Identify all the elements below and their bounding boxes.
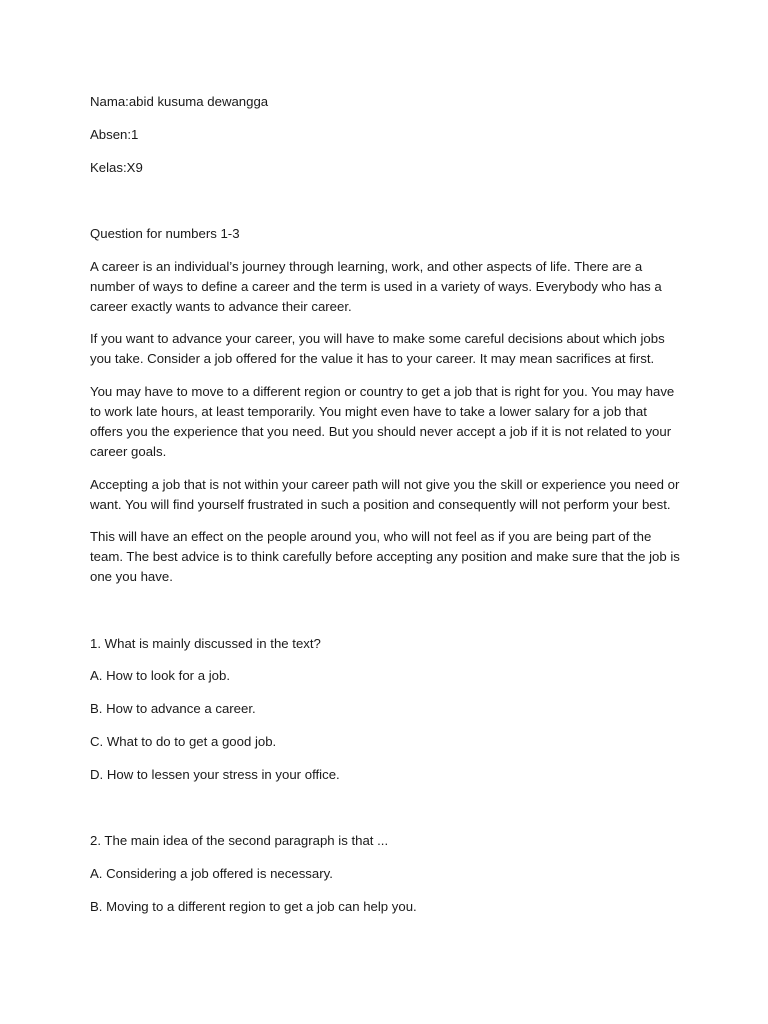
question-2-option-b: B. Moving to a different region to get a job can help you.: [90, 899, 417, 914]
paragraph-2: If you want to advance your career, you will have to make some careful decisions about which jobs you take. Consider a job offered for the value it has to your career. It may mean sacrifices at first.: [90, 331, 665, 366]
paragraph-3: You may have to move to a different region or country to get a job that is right for you. You may have to work late hours, at least temporarily. You might even have to take a lower salary for a job that offers you the experience that you need. But you should never accept a job if it is not related to your career goals.: [90, 384, 675, 459]
paragraph-1: A career is an individual’s journey through learning, work, and other aspects of life. There are a number of ways to define a career and the term is used in a variety of ways. Everybody who has a career exactly wants to advance their career.: [90, 259, 662, 314]
question-2-option-a: A. Considering a job offered is necessary.: [90, 866, 333, 881]
paragraph-4: Accepting a job that is not within your career path will not give you the skill or experience you need or want. You will find yourself frustrated in such a position and consequently will not perform your best.: [90, 477, 680, 512]
student-name: Nama:abid kusuma dewangga: [90, 94, 269, 109]
passage-intro: Question for numbers 1-3: [90, 226, 240, 241]
paragraph-5: This will have an effect on the people around you, who will not feel as if you are being part of the team. The best advice is to think carefully before accepting any position and make sure that the job is one you have.: [90, 529, 680, 584]
student-class: Kelas:X9: [90, 160, 143, 175]
question-1-option-d: D. How to lessen your stress in your office.: [90, 767, 340, 782]
question-1-prompt: 1. What is mainly discussed in the text?: [90, 636, 321, 651]
question-1-option-c: C. What to do to get a good job.: [90, 734, 277, 749]
question-2-prompt: 2. The main idea of the second paragraph is that ...: [90, 833, 389, 848]
question-1-option-b: B. How to advance a career.: [90, 701, 256, 716]
student-absen: Absen:1: [90, 127, 139, 142]
question-1-option-a: A. How to look for a job.: [90, 668, 231, 683]
